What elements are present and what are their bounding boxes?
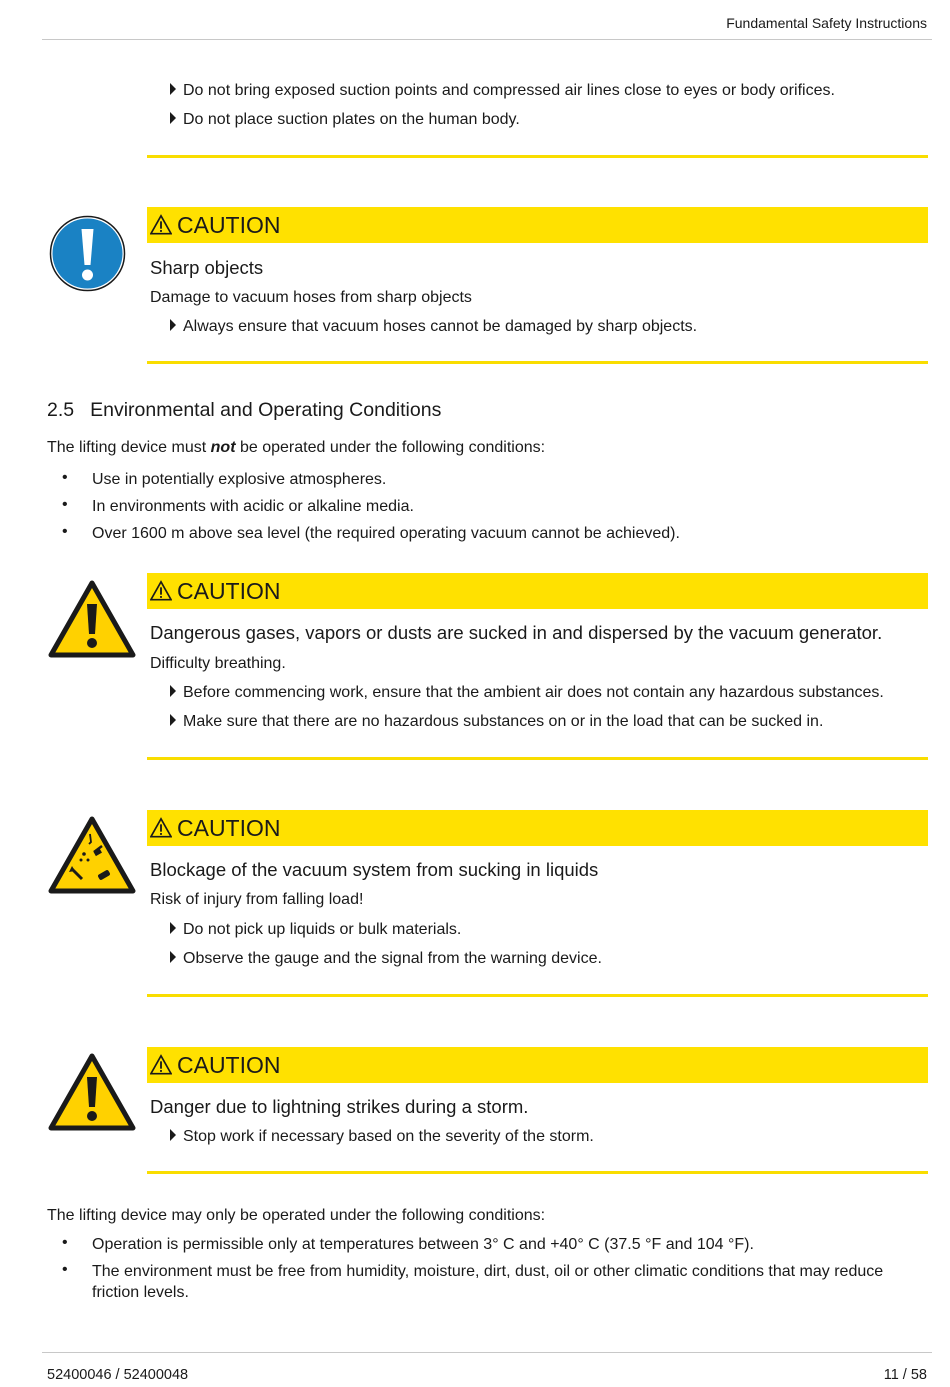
suction-hazard-triangle-icon xyxy=(48,816,136,894)
caution-description: Damage to vacuum hoses from sharp objects xyxy=(150,289,472,306)
caution-description: Risk of injury from falling load! xyxy=(150,891,364,908)
section-title: Environmental and Operating Conditions xyxy=(90,399,442,421)
step-item: Before commencing work, ensure that the ambient air does not contain any hazardous substances. xyxy=(170,684,884,702)
mandatory-exclamation-icon xyxy=(49,215,126,292)
list-item: • In environments with acidic or alkaline media. xyxy=(62,496,414,515)
footer-doc-numbers: 52400046 / 52400048 xyxy=(47,1367,189,1383)
step-item: Always ensure that vacuum hoses cannot be damaged by sharp objects. xyxy=(170,318,697,336)
caution-description: Difficulty breathing. xyxy=(150,655,286,672)
caution-banner xyxy=(147,573,928,609)
header-title: Fundamental Safety Instructions xyxy=(726,15,927,31)
section-number: 2.5 xyxy=(47,399,75,421)
caution-subtitle: Danger due to lightning strikes during a storm. xyxy=(150,1096,529,1117)
arrow-right-icon xyxy=(170,685,176,697)
yellow-divider xyxy=(147,757,928,760)
yellow-divider xyxy=(147,361,928,364)
yellow-divider xyxy=(147,994,928,997)
header-rule xyxy=(42,39,932,40)
list-item: • Use in potentially explosive atmospheres. xyxy=(62,469,387,488)
warning-triangle-icon xyxy=(48,1053,136,1131)
caution-label: CAUTION xyxy=(177,211,281,238)
caution-banner xyxy=(147,1047,928,1083)
warning-triangle-icon xyxy=(48,580,136,658)
arrow-right-icon xyxy=(170,922,176,934)
step-item: Make sure that there are no hazardous substances on or in the load that can be sucked in. xyxy=(170,713,823,731)
step-item: Do not pick up liquids or bulk materials. xyxy=(170,921,461,939)
list-item: • The environment must be free from humidity, moisture, dirt, dust, oil or other climatic conditions that may reduce friction levels. xyxy=(62,1261,884,1301)
yellow-divider xyxy=(147,155,928,158)
caution-subtitle: Sharp objects xyxy=(150,257,264,278)
caution-banner xyxy=(147,207,928,243)
step-item: Do not bring exposed suction points and compressed air lines close to eyes or body orifices. xyxy=(170,82,835,100)
caution-triangle-icon xyxy=(150,580,172,602)
arrow-right-icon xyxy=(170,112,176,124)
arrow-right-icon xyxy=(170,1129,176,1141)
caution-banner xyxy=(147,810,928,846)
section-intro: The lifting device must not be operated under the following conditions: xyxy=(47,439,546,456)
step-item: Do not place suction plates on the human body. xyxy=(170,111,520,129)
footer-rule xyxy=(42,1352,932,1353)
caution-subtitle: Blockage of the vacuum system from sucking in liquids xyxy=(150,859,599,880)
caution-triangle-icon xyxy=(150,817,172,839)
caution-label: CAUTION xyxy=(177,814,281,841)
arrow-right-icon xyxy=(170,319,176,331)
arrow-right-icon xyxy=(170,83,176,95)
caution-label: CAUTION xyxy=(177,577,281,604)
step-item: Observe the gauge and the signal from the warning device. xyxy=(170,950,602,968)
operating-intro: The lifting device may only be operated under the following conditions: xyxy=(47,1207,546,1224)
footer-page-number: 11 / 58 xyxy=(883,1367,927,1383)
caution-triangle-icon xyxy=(150,1054,172,1076)
arrow-right-icon xyxy=(170,714,176,726)
step-item: Stop work if necessary based on the severity of the storm. xyxy=(170,1128,594,1146)
section-heading xyxy=(47,399,441,422)
yellow-divider xyxy=(147,1171,928,1174)
list-item: • Operation is permissible only at temperatures between 3° C and +40° C (37.5 °F and 104 °F). xyxy=(62,1234,754,1253)
caution-subtitle: Dangerous gases, vapors or dusts are sucked in and dispersed by the vacuum generator. xyxy=(150,622,883,643)
list-item: • Over 1600 m above sea level (the required operating vacuum cannot be achieved). xyxy=(62,523,680,542)
caution-triangle-icon xyxy=(150,214,172,236)
caution-label: CAUTION xyxy=(177,1051,281,1078)
arrow-right-icon xyxy=(170,951,176,963)
